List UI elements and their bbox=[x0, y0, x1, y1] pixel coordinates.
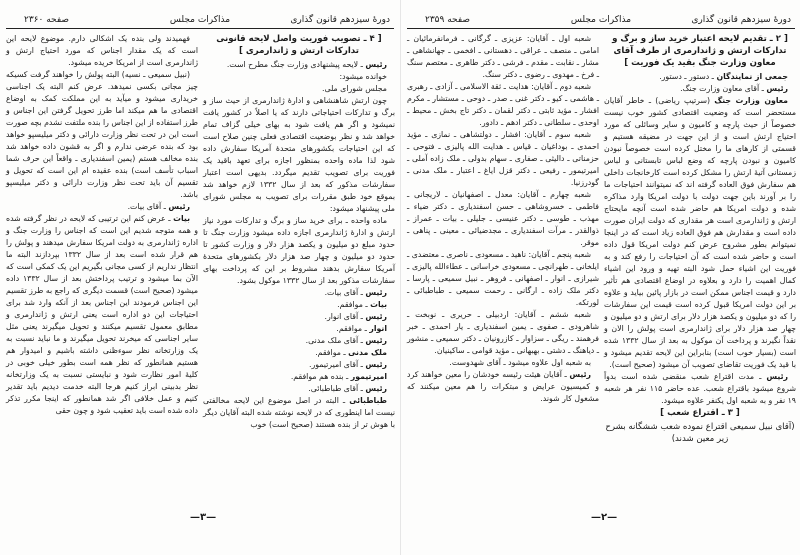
paragraph-text: ـ موافقم. bbox=[315, 348, 349, 357]
speaker-name: رئیس bbox=[365, 360, 387, 369]
paragraph-text: (سرتیپ ریاضی) ـ خاطر آقایان مستحضر است که وضعیت اقتصادی کشور خوب نیست خصوصاً از حیث پارچه و کامیون و سایر وسائلی که مورد احتیاج ارتش است و از این جهت در مضیقه هستیم و قسمتی از کارهای ما را مختل کرده است خصوصاً نبودن کامیون و نبودن پارچه که وضع لباس تابستانی و لباس زمستانی آتیهٔ ارتش را مشکل کرده است کارخانجات داخلی هم سفارش فوق العاده گرفته اند که نمیتوانند احتیاجات ما را بر آورند باین جهت دولت با دولت امریکا وارد مذاکره شده و دولت امریکا هم حاضر شده است آنچه مایحتاج ارتش و ژاندارمری است هر مقداری که دولت ایران صورت داده است و مقدارش هم فوق العاده زیاد است که در اینجا نمیتوانم بطور مشروح عرض کنم دولت امریکا قول داده است و حاضر شده است که آن احتیاجات را رفع کند و به فوریت این اشیاء حمل شود البته تهیه و ورود این اشیاء کمال اهمیت را دارد و بعلاوه در اوضاع اقتصادی هم تأثیر دارد و قیمت اجناس ممکن است در بازار پائین بیاید و علاوه بر این دولت امریکا قبول کرده است قیمت این سفارشات را که دو میلیون و یکصد هزار دلار برای ارتش و دو میلیون و چهار صد هزار دلار برای ژاندارمری است پولش را الان و نقداً نگیرند و پرداخت آن موکول به بعد از سال ۱۳۳۲ شده است (بسیار خوب است) بنابراین این لایحه تقدیم میشود و با قید یک فوریت تقاضای تصویب آن میشود (صحیح است). bbox=[604, 96, 796, 369]
paragraph-text: (نبیل سمیعی ـ نسیه) البته پولش را خواهند گرفت کسیکه چیز مجانی بکسی نمیدهد. عرض کنم البته یک اجناسی خریداری میشود و میآید به این مملکت کمک به اوضاع اقتصادی ما هم میکند اما طرز تحویل گرفتن این اجناس و طرز استفاده از این اجناس را بنده ملتفت نشدم بچه صورت است این در تحت نظر وزارت دارائی و دکتر میلیسپو خواهد بود که بنده عرضی ندارم و اگر به قشون داده خواهد شد بنده مخالف هستم (یمین اسفندیاری ـ واقعاً این حرف شما اسباب تأسف است) بنده عقیده ام این است که تحویل و تقسیم آن باید تحت نظر وزارت دارائی و دکتر میلیسپو باشد. bbox=[6, 70, 198, 199]
speaker-name: رئیس bbox=[365, 312, 387, 321]
paragraph-text: شعبه چهارم ـ آقایان: معدل ـ اصفهانیان ـ لاریجانی ـ فاطمی ـ خسروشاهی ـ حسن اسفندیاری ـ دکتر ضیاء ـ مهذب ـ طوسی ـ دکتر عنیسی ـ جلیلی ـ بیات ـ عمراز ـ ذوالقدر ـ مرآت اسفندیاری ـ مجدضیائی ـ معینی ـ پناهی ـ موقر. bbox=[407, 190, 599, 247]
paragraph-text: ـ عرض کنم این ترتیبی که لایحه در نظر گرفته شده و همه متوجه شدیم این است که اجناس را وزارت جنگ و اداره ژاندارمری به دولت امریکا سفارش میدهند و پولش را هم قرار شده است بعد از سال ۱۳۳۲ بپردازند البته ما انتظار نداریم از کسی مجانی بگیریم این یک کمکی است که الآن بما میشود و ترتیب پرداختش بعد از سال ۱۳۳۲ داده میشود (صحیح است) قسمت دیگری که راجع به طرز تقسیم این اجناس فرمودند این اجناس بعد از آنکه وارد شد برای احتیاجات این دو اداره است یعنی ارتش و ژاندارمری و مطابق معمول تقسیم میکنند و تحویل میگیرند یعنی مثل سایر اجناسی که میخرند تحویل میگیرند و ما نباید نسبت به یک وزارتخانه نظر سوءظنی داشته باشیم و امیدوار هم هستیم همانطور که نظر همه است بطور خیلی خوبی در کلیهٔ امور نظارت شود و نبایستی نسبت به یک وزارتخانه نظر بدبینی ابراز کنیم هرجا البته خدمت دیدیم باید تقدیر کنیم و عمل خلافی اگر شد همانطور که اینجا مکرر تذکر داده شده است باید تعقیب شود و چون حقی bbox=[6, 214, 198, 415]
paragraph bbox=[203, 323, 395, 335]
paragraph-text: خوانده میشود: bbox=[339, 72, 387, 81]
page-footer-number: —۲— bbox=[591, 512, 618, 523]
text-column bbox=[407, 33, 599, 405]
paragraph-text: مجلس شورای ملی. bbox=[321, 84, 387, 93]
page-footer-number: —۳— bbox=[190, 512, 217, 523]
speaker-name: معاون وزارت جنگ bbox=[714, 96, 788, 105]
paragraph bbox=[6, 201, 198, 213]
paragraph bbox=[407, 249, 599, 309]
paragraph bbox=[407, 129, 599, 189]
paragraph bbox=[6, 69, 198, 201]
paragraph-text: ـ آقای طباطبائی. bbox=[308, 384, 366, 393]
paragraph-text: ـ آقای بیات. bbox=[324, 288, 366, 297]
publication-title: مذاکرات مجلس bbox=[570, 15, 632, 25]
paragraph bbox=[604, 95, 796, 371]
section-heading: [ ۳ ـ اقتراع شعب ] bbox=[660, 408, 740, 418]
section-heading: (آقای نبیل سمیعی اقتراع نموده شعب ششگانه بشرح زیر معین شدند) bbox=[605, 422, 795, 444]
paragraph bbox=[203, 59, 395, 71]
paragraph-text: ـ البته در اصل موضوع این لایحه مخالفتی نیست اما اینطوری که در لایحه نوشته شده البته آقایان دیگر با هوش تر از بنده هستند (صحیح است) خوب bbox=[203, 396, 395, 429]
speaker-name: جمعی از نمایندگان bbox=[716, 72, 788, 81]
paragraph bbox=[203, 371, 395, 383]
paragraph bbox=[407, 357, 599, 369]
paragraph bbox=[6, 33, 198, 69]
paragraph-text: شعبه پنجم ـ آقایان: ناهید ـ مسعودی ـ ناصری ـ معتضدی ـ ایلخانی ـ طهرانچی ـ مسعودی خراسانی ـ عطاءالله پالیزی ـ شیرازی ـ انوار ـ اصفهانی ـ فروهر ـ نبیل سمیعی ـ پارسا ـ دکتر ملک زاده ـ ارگانی ـ رحمت سمیعی ـ طباطبائی ـ لورتکه. bbox=[407, 250, 599, 307]
paragraph bbox=[407, 189, 599, 249]
paragraph-text: به شعبه اول علاوه میشود ـ آقای شهدوست. bbox=[449, 358, 591, 367]
paragraph bbox=[203, 395, 395, 431]
paragraph-text: ـ دستور ـ دستور. bbox=[659, 72, 717, 81]
paragraph-text: ـ آقای ملک مدنی. bbox=[305, 336, 366, 345]
speaker-name: رئیس bbox=[365, 336, 387, 345]
paragraph-text: ماده واحده ـ برای خرید ساز و برگ و تدارکات مورد نیاز ارتش و ادارهٔ ژاندارمری اجازه داده میشود وزارت جنگ تا حدود مبلغ دو میلیون و یکصد هزار دلار و وزارت کشور تا حدود دو میلیون و چهار صد هزار دلار بکشورهای متحدهٔ آمریکا سفارش بدهند مشروط بر این که پرداخت بهای سفارشات مذکور بعد از سال ۱۳۳۲ موکول بشود. bbox=[203, 216, 395, 285]
paragraph bbox=[203, 287, 395, 299]
paragraph-text: شعبه ششم ـ آقایان: اردبیلی ـ حریری ـ نوبخت ـ شاهرودی ـ صفوی ـ یمین اسفندیاری ـ یار احمدی ـ خبر فرهمند ـ ریگی ـ سزاوار ـ کازرونیان ـ دکتر سمیعی ـ منشور ـ دیاهنگ ـ دشتی ـ بهبهانی ـ مؤید قوامی ـ ساکینیان. bbox=[407, 310, 599, 355]
speaker-name: رئیس bbox=[365, 384, 387, 393]
paragraph bbox=[604, 71, 796, 83]
text-column bbox=[604, 33, 796, 447]
paragraph bbox=[407, 33, 599, 81]
paragraph-text: شعبه اول ـ آقایان: عزیزی ـ گرگانی ـ فرمانفرمائیان ـ امامی ـ منصف ـ عراقی ـ دهستانی ـ افخمی ـ جهانشاهی ـ مشار ـ نقابت ـ مقدم ـ فرشی ـ دکتر طاهری ـ معتصم سنگ ـ فرخ ـ مهدوی ـ رضوی ـ دکتر سنگ. bbox=[407, 34, 599, 79]
page-number: صفحه ۲۳۵۹ bbox=[425, 15, 471, 25]
paragraph bbox=[203, 383, 395, 395]
text-column bbox=[203, 33, 395, 431]
speaker-name: طباطبائی bbox=[349, 396, 387, 405]
paragraph bbox=[203, 95, 395, 215]
section-heading: [ ۲ ـ تقدیم لایحه اعتبار خرید ساز و برگ و تدارکات ارتش و ژاندارمری از طرف آقای معاون وزارت جنگ بقید یک فوریت ] bbox=[612, 34, 788, 68]
speaker-name: رئیس bbox=[569, 370, 591, 379]
speaker-name: انوار bbox=[369, 324, 387, 333]
paragraph-text: ـ آقای انوار. bbox=[324, 312, 366, 321]
paragraph bbox=[203, 359, 395, 371]
paragraph bbox=[6, 213, 198, 417]
paragraph-text: شعبه سوم ـ آقایان: افشار ـ دولتشاهی ـ نمازی ـ مؤید احمدی ـ بوداغیان ـ قیاس ـ هدایت الله پالیزی ـ فتوحی ـ حزمناتی ـ دالیثی ـ صفاری ـ سهام بدولی ـ ملک زاده آملی ـ امیرتیمور ـ رفیعی ـ دکتر قزل ایاغ ـ اعتبار ـ ملک مدنی ـ گودرزنیا. bbox=[407, 130, 599, 187]
paragraph bbox=[203, 215, 395, 287]
paragraph bbox=[407, 309, 599, 357]
running-header bbox=[407, 14, 795, 29]
speaker-name: رئیس bbox=[365, 60, 387, 69]
section-heading: [ ۴ ـ تصویب فوریت واصل لایحه قانونی تدارکات ارتش و ژاندارمری ] bbox=[216, 34, 382, 56]
paragraph bbox=[604, 83, 796, 95]
paragraph bbox=[203, 83, 395, 95]
paragraph bbox=[407, 81, 599, 129]
paragraph-text: ـ آقایان هیئت رئیسه خودشان را معین خواهند کرد و کمیسیون عرایض و مبتکرات را هم معین میکنند که مشغول کار شوند. bbox=[407, 370, 599, 403]
session-title: دورهٔ سیزدهم قانون گذاری bbox=[290, 15, 390, 25]
page-number: صفحه ۲۳۶۰ bbox=[24, 15, 70, 25]
paragraph-text: فهمیدند ولی بنده یک اشکالی دارم. موضوع لایحه این است که یک مقدار اجناس که مورد احتیاج ارتش و ژاندارمری است از امریکا خریده میشود. bbox=[6, 34, 198, 67]
paragraph-text: ـ آقای امیرتیمور. bbox=[308, 360, 366, 369]
paragraph bbox=[203, 347, 395, 359]
paragraph bbox=[203, 71, 395, 83]
paragraph-text: ـ لایحه پیشنهادی وزارت جنگ مطرح است. bbox=[226, 60, 366, 69]
paragraph-text: شعبه دوم ـ آقایان: هدایت ـ ثقة الاسلامی ـ آزادی ـ رهبری ـ هاشمی ـ کیو ـ دکتر غنی ـ صدر ـ دوحی ـ مستشار ـ مکرم افشار ـ مؤید ثابتی ـ دکتر لقمان ـ دکتر تاج بخش ـ محیط ـ اوحدی ـ سلطانی ـ دکتر ادهم ـ دادور. bbox=[407, 82, 599, 127]
speaker-name: رئیس bbox=[168, 202, 190, 211]
speaker-name: بیات bbox=[370, 300, 387, 309]
paragraph-text: ـ موافقم. bbox=[337, 300, 371, 309]
page-right bbox=[400, 0, 800, 555]
paragraph-text: ـ مدت اقتراع شعب منقضی شده است بدواً شروع میشود باقتراع شعب. عده حاضر ۱۱۵ نفر هر شعبه ۱۹ نفر و به شعبه اول یکنفر علاوه میشود. bbox=[604, 372, 797, 405]
paragraph bbox=[203, 299, 395, 311]
paragraph bbox=[407, 369, 599, 405]
speaker-name: بیات bbox=[173, 214, 190, 223]
paragraph-text: ـ موافقم. bbox=[336, 324, 370, 333]
speaker-name: امیرتیمور bbox=[350, 372, 387, 381]
paragraph bbox=[203, 311, 395, 323]
paragraph bbox=[203, 335, 395, 347]
text-column bbox=[6, 33, 198, 417]
speaker-name: رئیس bbox=[365, 288, 387, 297]
paragraph-text: چون ارتش شاهنشاهی و ادارهٔ ژاندارمری از حیث ساز و برگ و تدارکات احتیاجاتی دارند که یا اصلاً در کشور یافت نمیشود و اگر هم یافت شود به بهای خیلی گزاف تمام خواهد شد و نظر بوضعیت اقتصادی فعلی چنین صلاح است که این احتیاجات بکشورهای متحدهٔ آمریکا سفارش داده شود لذا ماده واحده بمنظور اجازه برای تعهد باقید یک فوریت برای تصویب تقدیم میگردد. بدیهی است اعتبار سفارشات مذکور که بعد از سال ۱۳۳۲ لازم خواهد شد بموقع خود طبق مقررات برای تصویب به مجلس شورای ملی پیشنهاد میشود: bbox=[203, 96, 395, 213]
paragraph-text: ـ بنده هم موافقم. bbox=[290, 372, 351, 381]
running-header bbox=[6, 14, 394, 29]
session-title: دورهٔ سیزدهم قانون گذاری bbox=[691, 15, 791, 25]
paragraph-text: ـ آقای بیات. bbox=[127, 202, 169, 211]
publication-title: مذاکرات مجلس bbox=[169, 15, 231, 25]
speaker-name: ملک مدنی bbox=[348, 348, 387, 357]
paragraph-text: ـ آقای معاون وزارت جنگ. bbox=[680, 84, 767, 93]
speaker-name: رئیس bbox=[766, 372, 788, 381]
paragraph bbox=[604, 371, 796, 407]
speaker-name: رئیس bbox=[766, 84, 788, 93]
